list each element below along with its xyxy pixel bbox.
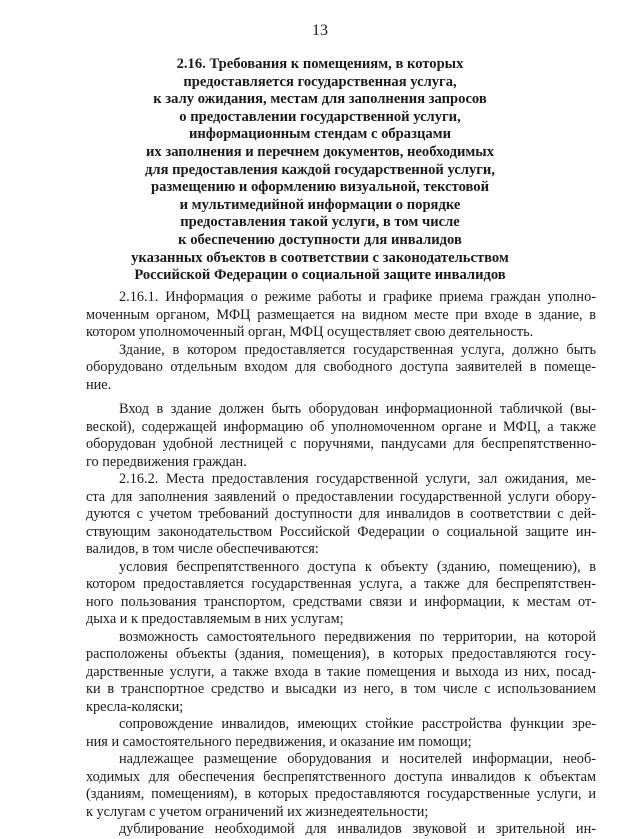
paragraph-line: котором предоставляется государственная услуга, а также для беспрепятствен- (86, 576, 596, 592)
paragraph-line: ходимых для обеспечения беспрепятственного доступа инвалидов к объектам (86, 768, 596, 785)
document-body (86, 289, 596, 839)
paragraph-line: расположены объекты (здания, помещения), в которых предоставляются госу- (86, 646, 596, 662)
paragraph-line: дуются с учетом требований доступности для инвалидов в соответствии с дей- (86, 506, 596, 522)
paragraph-line: возможность самостоятельного передвижения по территории, на которой (119, 628, 596, 645)
paragraph-line: оборудовано отдельным входом для свободного доступа заявителей в помеще- (86, 359, 596, 375)
paragraph-line: Здание, в котором предоставляется государственная услуга, должно быть (119, 341, 596, 358)
heading-line: о предоставлении государственной услуги, (179, 108, 461, 125)
paragraph-line: надлежащее размещение оборудования и носителей информации, необ- (119, 751, 596, 767)
paragraph (86, 289, 596, 342)
heading-line: для предоставления каждой государственной услуги, (145, 161, 495, 178)
heading-line: к обеспечению доступности для инвалидов (178, 231, 462, 248)
paragraph-line: ста для заполнения заявлений о предоставлении государственной услуги обору- (86, 488, 596, 505)
heading-line: к залу ожидания, местам для заполнения запросов (153, 91, 487, 108)
paragraph-line: оборудован удобной лестницей с поручнями, пандусами для беспрепятственно- (86, 436, 596, 452)
page-number: 13 (312, 22, 328, 39)
paragraph-line: ствующим законодательством Российской Федерации о социальной защите ин- (86, 523, 596, 540)
paragraph-line: ки в транспортное средство и высадки из него, в том числе с использованием (86, 681, 596, 697)
paragraph-line: моченным органом, МФЦ размещается на видном месте при входе в здание, в (86, 306, 596, 323)
paragraph-line: (зданиям, помещениям), в которых предоставляются государственные услуги, и (86, 786, 596, 802)
paragraph-line: дублирование необходимой для инвалидов звуковой и зрительной ин- (119, 821, 596, 837)
paragraph-line: дарственные услуги, а также входа в такие помещения и выхода из них, посад- (86, 663, 596, 680)
paragraph-line: котором уполномоченный орган, МФЦ осуществляет свою деятельность. (86, 324, 534, 340)
heading-line: и мультимедийной информации о порядке (179, 196, 461, 213)
section-heading (95, 56, 545, 285)
paragraph-line: дыха и к предоставляемым в них услугам; (86, 611, 344, 627)
paragraph-line: ния и самостоятельного передвижения, и оказание им помощи; (86, 733, 472, 750)
paragraph-line: сопровождение инвалидов, имеющих стойкие расстройства функции зре- (119, 716, 596, 732)
heading-line: их заполнения и перечнем документов, необходимых (145, 143, 494, 160)
paragraph-line: условия беспрепятственного доступа к объекту (зданию, помещению), в (119, 558, 596, 575)
heading-line: информационным стендам с образцами (188, 126, 451, 143)
paragraph-line: валидов, в том числе обеспечиваются: (86, 541, 319, 557)
paragraph (86, 342, 596, 395)
paragraph (86, 716, 596, 751)
paragraph-line: Вход в здание должен быть оборудован информационной табличкой (вы- (119, 401, 596, 417)
heading-line: размещению и оформлению визуальной, текстовой (150, 179, 490, 196)
paragraph (86, 821, 596, 839)
paragraph-line: к услугам с учетом ограничений их жизнедеятельности; (86, 803, 429, 820)
paragraph (86, 629, 596, 717)
paragraph (86, 401, 596, 471)
paragraph-line: ние. (86, 376, 112, 393)
heading-line: указанных объектов в соответствии с законодательством (131, 249, 509, 266)
heading-line: Российской Федерации о социальной защите инвалидов (134, 267, 506, 284)
paragraph-line: 2.16.1. Информация о режиме работы и графике приема граждан уполно- (119, 289, 596, 305)
paragraph-line: кресла-коляски; (86, 698, 184, 715)
paragraph (86, 471, 596, 559)
paragraph-line: ного пользования транспортом, средствами связи и информации, к местам от- (86, 593, 596, 610)
heading-line: 2.16. Требования к помещениям, в которых (176, 56, 464, 72)
paragraph-line: го передвижения граждан. (86, 453, 247, 470)
paragraph-gap (86, 394, 596, 401)
heading-line: предоставления такой услуги, в том числе (180, 214, 460, 231)
heading-line: предоставляется государственная услуга, (183, 73, 457, 90)
paragraph-line: веской), содержащей информацию об уполномоченном органе и МФЦ, а также (86, 418, 596, 435)
paragraph (86, 751, 596, 821)
paragraph-line: 2.16.2. Места предоставления государственной услуги, зал ожидания, ме- (119, 471, 596, 487)
paragraph (86, 559, 596, 629)
